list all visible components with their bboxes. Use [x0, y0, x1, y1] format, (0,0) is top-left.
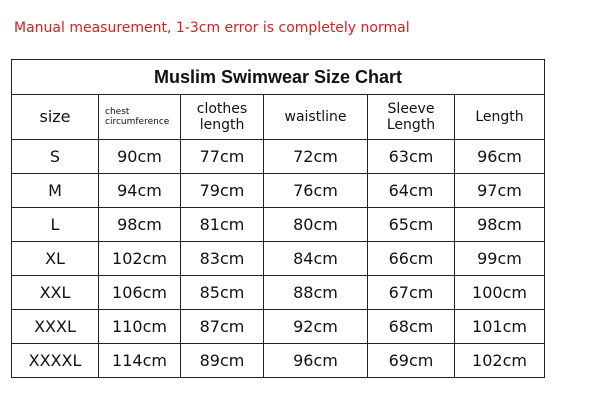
table-row — [12, 140, 545, 174]
cell-length: 98cm — [455, 208, 545, 242]
cell-size: XL — [12, 242, 99, 276]
cell-size: M — [12, 174, 99, 208]
table-row — [12, 276, 545, 310]
header-length: Length — [455, 95, 545, 140]
cell-size: XXL — [12, 276, 99, 310]
cell-waist: 92cm — [264, 310, 368, 344]
header-chest: chest circumference — [99, 95, 181, 140]
cell-clothes: 81cm — [181, 208, 264, 242]
table-row — [12, 310, 545, 344]
cell-length: 99cm — [455, 242, 545, 276]
measurement-note: Manual measurement, 1-3cm error is completely normal — [14, 20, 410, 36]
cell-chest: 114cm — [99, 344, 181, 378]
cell-waist: 72cm — [264, 140, 368, 174]
cell-clothes: 83cm — [181, 242, 264, 276]
cell-sleeve: 69cm — [368, 344, 455, 378]
cell-size: S — [12, 140, 99, 174]
cell-clothes: 89cm — [181, 344, 264, 378]
cell-waist: 80cm — [264, 208, 368, 242]
cell-waist: 96cm — [264, 344, 368, 378]
header-clothes-length: clothes length — [181, 95, 264, 140]
size-chart-table — [11, 59, 545, 378]
table-row — [12, 174, 545, 208]
cell-sleeve: 67cm — [368, 276, 455, 310]
cell-waist: 88cm — [264, 276, 368, 310]
cell-clothes: 85cm — [181, 276, 264, 310]
cell-waist: 76cm — [264, 174, 368, 208]
cell-clothes: 79cm — [181, 174, 264, 208]
cell-sleeve: 64cm — [368, 174, 455, 208]
cell-length: 102cm — [455, 344, 545, 378]
header-size: size — [12, 95, 99, 140]
cell-chest: 102cm — [99, 242, 181, 276]
cell-length: 100cm — [455, 276, 545, 310]
title-row — [12, 60, 545, 95]
cell-chest: 94cm — [99, 174, 181, 208]
header-row — [12, 95, 545, 140]
table-row — [12, 208, 545, 242]
cell-size: XXXL — [12, 310, 99, 344]
cell-clothes: 87cm — [181, 310, 264, 344]
table-row — [12, 242, 545, 276]
cell-size: L — [12, 208, 99, 242]
table-row — [12, 344, 545, 378]
cell-clothes: 77cm — [181, 140, 264, 174]
header-sleeve-length: Sleeve Length — [368, 95, 455, 140]
cell-sleeve: 66cm — [368, 242, 455, 276]
cell-length: 101cm — [455, 310, 545, 344]
cell-length: 97cm — [455, 174, 545, 208]
cell-sleeve: 65cm — [368, 208, 455, 242]
cell-chest: 106cm — [99, 276, 181, 310]
chart-title: Muslim Swimwear Size Chart — [12, 60, 545, 95]
cell-chest: 90cm — [99, 140, 181, 174]
cell-length: 96cm — [455, 140, 545, 174]
cell-chest: 110cm — [99, 310, 181, 344]
cell-sleeve: 68cm — [368, 310, 455, 344]
cell-size: XXXXL — [12, 344, 99, 378]
cell-waist: 84cm — [264, 242, 368, 276]
header-waistline: waistline — [264, 95, 368, 140]
cell-sleeve: 63cm — [368, 140, 455, 174]
cell-chest: 98cm — [99, 208, 181, 242]
